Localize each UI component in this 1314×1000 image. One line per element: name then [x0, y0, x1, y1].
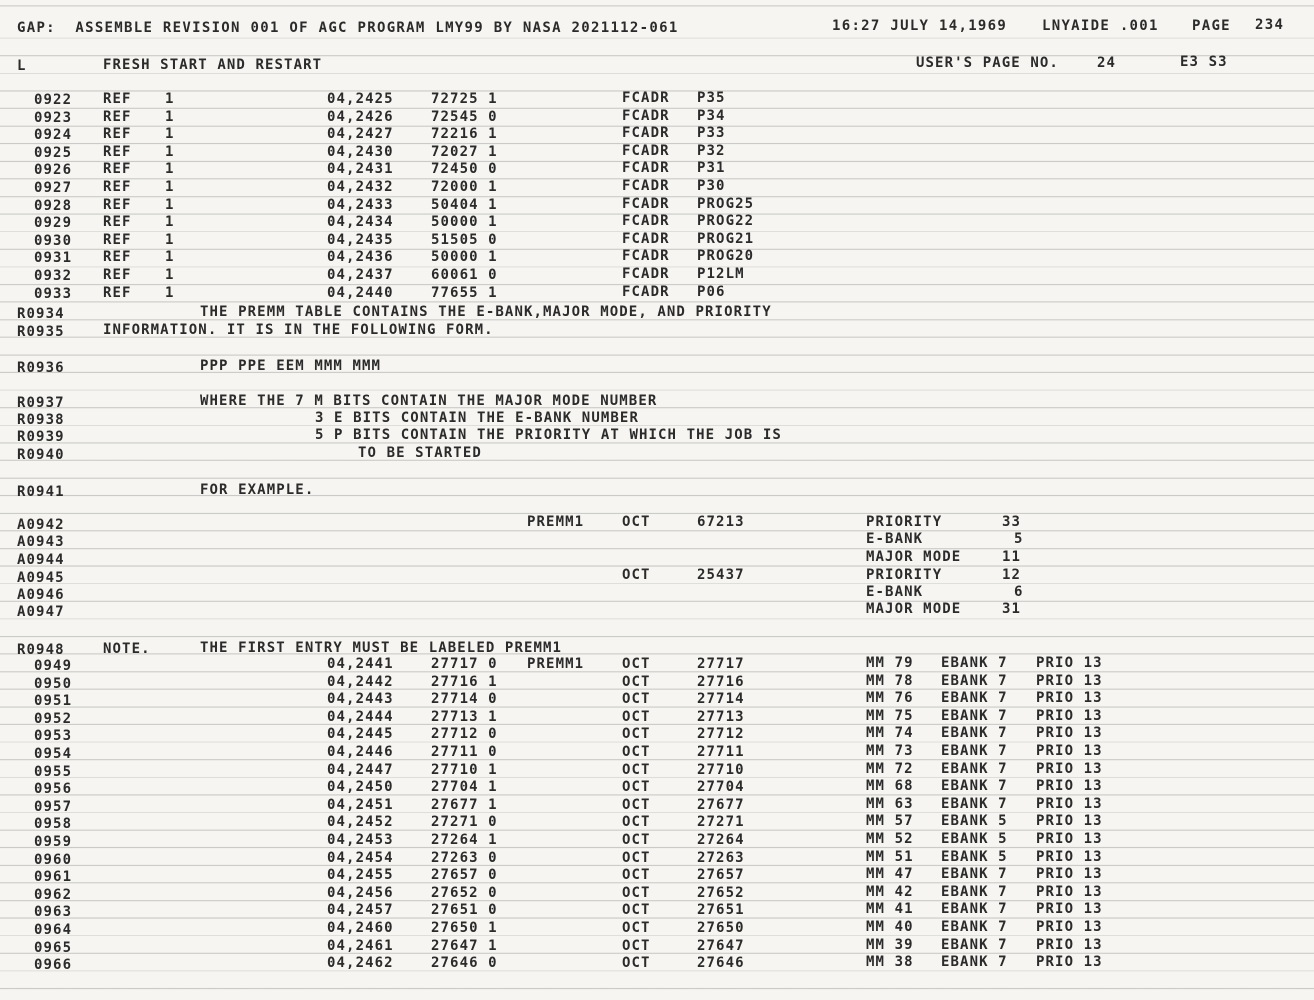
oct-major-mode: MM 42 — [866, 883, 914, 900]
example-line-number: A0942 — [17, 517, 65, 533]
comment-line-number: R0940 — [17, 447, 65, 463]
oct-value: 27647 — [697, 937, 745, 954]
oct-octal: 27711 0 — [431, 744, 498, 760]
comment-text: FOR EXAMPLE. — [200, 482, 315, 498]
ref-octal: 72450 0 — [431, 161, 498, 178]
ref-count: 1 — [165, 196, 175, 213]
oct-octal: 27263 0 — [431, 849, 498, 866]
ref-line-number: 0929 — [34, 215, 73, 232]
ref-octal: 72545 0 — [431, 108, 498, 125]
ref-target: P35 — [697, 90, 726, 106]
oct-op: OCT — [622, 920, 651, 936]
oct-major-mode: MM 41 — [866, 901, 914, 918]
oct-value: 27657 — [697, 867, 745, 884]
oct-address: 04,2460 — [327, 920, 394, 936]
oct-octal: 27646 0 — [431, 955, 498, 972]
ref-op: REF — [103, 91, 132, 107]
oct-line-number: 0954 — [34, 746, 73, 762]
oct-line-number: 0958 — [34, 816, 73, 833]
oct-major-mode: MM 51 — [866, 848, 914, 865]
comment-line-number: R0935 — [17, 324, 65, 340]
ref-octal: 51505 0 — [431, 231, 498, 248]
oct-ebank: EBANK 7 — [941, 866, 1008, 883]
ref-kind: FCADR — [622, 283, 670, 300]
ref-line-number: 0922 — [34, 92, 73, 108]
ref-target: P32 — [697, 142, 726, 159]
oct-op: OCT — [622, 955, 651, 972]
ref-address: 04,2435 — [327, 231, 394, 248]
oct-major-mode: MM 52 — [866, 831, 914, 847]
ref-address: 04,2431 — [327, 161, 394, 178]
oct-octal: 27651 0 — [431, 902, 498, 919]
ref-line-number: 0926 — [34, 162, 73, 179]
listing-timestamp: 16:27 JULY 14,1969 — [832, 18, 1008, 34]
oct-ebank: EBANK 7 — [941, 743, 1008, 759]
ref-line-number: 0927 — [34, 180, 73, 196]
oct-address: 04,2443 — [327, 691, 394, 708]
oct-op: OCT — [622, 761, 651, 778]
page-label: PAGE — [1192, 18, 1231, 34]
oct-op: OCT — [622, 849, 651, 866]
oct-priority: PRIO 13 — [1036, 672, 1103, 689]
ref-kind: FCADR — [622, 90, 670, 106]
ref-target: P33 — [697, 125, 726, 142]
oct-priority: PRIO 13 — [1036, 655, 1103, 671]
oct-ebank: EBANK 7 — [941, 901, 1008, 918]
oct-op: OCT — [622, 796, 651, 813]
ref-target: PROG20 — [697, 248, 755, 265]
oct-value: 27704 — [697, 779, 745, 796]
example-value: 25437 — [697, 567, 745, 583]
oct-op: OCT — [622, 708, 651, 725]
oct-value: 27713 — [697, 708, 745, 725]
example-value: 67213 — [697, 514, 745, 530]
ref-octal: 77655 1 — [431, 284, 498, 301]
example-line-number: A0943 — [17, 534, 65, 550]
oct-address: 04,2445 — [327, 726, 394, 743]
oct-line-number: 0962 — [34, 886, 73, 903]
example-field: PRIORITY — [866, 514, 943, 530]
ref-target: P30 — [697, 178, 726, 194]
oct-major-mode: MM 40 — [866, 919, 914, 935]
oct-ebank: EBANK 7 — [941, 883, 1008, 900]
ref-kind: FCADR — [622, 248, 670, 265]
ref-count: 1 — [165, 91, 175, 107]
ref-line-number: 0924 — [34, 127, 73, 144]
oct-address: 04,2450 — [327, 779, 394, 796]
oct-address: 04,2444 — [327, 708, 394, 725]
oct-address: 04,2451 — [327, 796, 394, 813]
oct-priority: PRIO 13 — [1036, 707, 1103, 724]
ref-address: 04,2434 — [327, 214, 394, 231]
comment-line-number: R0941 — [17, 484, 65, 500]
oct-octal: 27657 0 — [431, 867, 498, 884]
section-title: FRESH START AND RESTART — [103, 57, 323, 73]
oct-op: OCT — [622, 832, 651, 848]
oct-line-number: 0965 — [34, 939, 73, 956]
comment-text: TO BE STARTED — [358, 445, 482, 461]
oct-value: 27714 — [697, 691, 745, 708]
ref-line-number: 0923 — [34, 109, 73, 126]
oct-line-number: 0959 — [34, 834, 73, 850]
ref-kind: FCADR — [622, 266, 670, 282]
oct-op: OCT — [622, 884, 651, 901]
ref-op: REF — [103, 179, 132, 195]
oct-op: OCT — [622, 814, 651, 831]
ref-target: P12LM — [697, 266, 745, 282]
ref-count: 1 — [165, 143, 175, 160]
oct-ebank: EBANK 7 — [941, 795, 1008, 812]
oct-ebank: EBANK 7 — [941, 936, 1008, 953]
oct-priority: PRIO 13 — [1036, 883, 1103, 900]
ref-line-number: 0931 — [34, 250, 73, 267]
oct-priority: PRIO 13 — [1036, 936, 1103, 953]
ref-kind: FCADR — [622, 195, 670, 212]
example-field-value: 33 — [1002, 514, 1022, 530]
ref-address: 04,2427 — [327, 126, 394, 143]
ref-address: 04,2437 — [327, 267, 394, 283]
oct-op: OCT — [622, 779, 651, 796]
ref-octal: 72000 1 — [431, 179, 498, 195]
oct-major-mode: MM 76 — [866, 690, 914, 707]
listing-user: LNYAIDE .001 — [1042, 18, 1159, 34]
listing-type-code: L — [17, 58, 27, 74]
oct-ebank: EBANK 7 — [941, 760, 1008, 777]
oct-major-mode: MM 72 — [866, 760, 914, 777]
listing-title: GAP: ASSEMBLE REVISION 001 OF AGC PROGRAM LMY99 BY NASA 2021112-061 — [17, 20, 679, 36]
oct-address: 04,2441 — [327, 656, 394, 672]
oct-line-number: 0961 — [34, 869, 73, 886]
ref-line-number: 0928 — [34, 197, 73, 214]
oct-op: OCT — [622, 867, 651, 884]
oct-op: OCT — [622, 673, 651, 690]
ref-count: 1 — [165, 214, 175, 231]
ref-count: 1 — [165, 179, 175, 195]
oct-priority: PRIO 13 — [1036, 848, 1103, 865]
oct-value: 27717 — [697, 656, 745, 672]
oct-octal: 27647 1 — [431, 937, 498, 954]
oct-value: 27716 — [697, 673, 745, 690]
oct-line-number: 0949 — [34, 658, 73, 674]
ref-count: 1 — [165, 126, 175, 143]
oct-priority: PRIO 13 — [1036, 795, 1103, 812]
oct-octal: 27650 1 — [431, 920, 498, 936]
oct-octal: 27710 1 — [431, 761, 498, 778]
ref-kind: FCADR — [622, 125, 670, 142]
example-field-value: 31 — [1002, 601, 1022, 617]
comment-line-number: R0934 — [17, 306, 65, 322]
example-op: OCT — [622, 514, 651, 530]
ref-op: REF — [103, 231, 132, 248]
oct-octal: 27714 0 — [431, 691, 498, 708]
oct-ebank: EBANK 7 — [941, 954, 1008, 971]
note-line-number: R0948 — [17, 642, 65, 658]
example-field: E-BANK — [866, 531, 924, 547]
ref-kind: FCADR — [622, 107, 670, 124]
oct-line-number: 0966 — [34, 957, 73, 974]
note-label: NOTE. — [103, 641, 151, 657]
oct-major-mode: MM 68 — [866, 778, 914, 795]
example-label: PREMM1 — [527, 514, 585, 530]
ref-address: 04,2425 — [327, 91, 394, 107]
oct-priority: PRIO 13 — [1036, 954, 1103, 971]
oct-value: 27264 — [697, 832, 745, 848]
example-field: MAJOR MODE — [866, 549, 962, 565]
oct-address: 04,2453 — [327, 832, 394, 848]
ref-op: REF — [103, 249, 132, 266]
comment-text: THE PREMM TABLE CONTAINS THE E-BANK,MAJOR MODE, AND PRIORITY — [200, 304, 772, 320]
ref-octal: 72725 1 — [431, 91, 498, 107]
oct-op: OCT — [622, 902, 651, 919]
example-field-value: 11 — [1002, 549, 1022, 565]
user-page-label: USER'S PAGE NO. — [916, 55, 1059, 71]
example-field-value: 6 — [1014, 584, 1024, 600]
ref-address: 04,2432 — [327, 179, 394, 195]
section-code: E3 S3 — [1180, 54, 1228, 70]
comment-line-number: R0939 — [17, 429, 65, 445]
example-field: PRIORITY — [866, 567, 943, 583]
ref-kind: FCADR — [622, 213, 670, 230]
oct-octal: 27652 0 — [431, 884, 498, 901]
example-field-value: 5 — [1014, 531, 1024, 547]
oct-major-mode: MM 57 — [866, 813, 914, 830]
oct-priority: PRIO 13 — [1036, 690, 1103, 707]
ref-op: REF — [103, 161, 132, 178]
oct-line-number: 0950 — [34, 675, 73, 692]
example-line-number: A0945 — [17, 570, 65, 586]
example-line-number: A0947 — [17, 604, 65, 620]
oct-op: OCT — [622, 744, 651, 760]
ref-target: P31 — [697, 160, 726, 177]
oct-line-number: 0964 — [34, 922, 73, 938]
oct-line-number: 0957 — [34, 798, 73, 815]
ref-line-number: 0930 — [34, 232, 73, 249]
ref-octal: 72027 1 — [431, 143, 498, 160]
oct-address: 04,2442 — [327, 673, 394, 690]
example-field-value: 12 — [1002, 567, 1022, 583]
ref-target: P34 — [697, 107, 726, 124]
comment-text: WHERE THE 7 M BITS CONTAIN THE MAJOR MODE NUMBER — [200, 393, 658, 409]
ref-octal: 50404 1 — [431, 196, 498, 213]
oct-ebank: EBANK 7 — [941, 919, 1008, 935]
oct-value: 27711 — [697, 744, 745, 760]
ref-kind: FCADR — [622, 142, 670, 159]
ref-octal: 72216 1 — [431, 126, 498, 143]
oct-ebank: EBANK 7 — [941, 655, 1008, 671]
oct-octal: 27713 1 — [431, 708, 498, 725]
oct-address: 04,2456 — [327, 884, 394, 901]
comment-text: INFORMATION. IT IS IN THE FOLLOWING FORM. — [103, 322, 494, 338]
oct-value: 27651 — [697, 902, 745, 919]
comment-line-number: R0936 — [17, 360, 65, 376]
oct-priority: PRIO 13 — [1036, 919, 1103, 935]
comment-line-number: R0937 — [17, 395, 65, 411]
oct-priority: PRIO 13 — [1036, 760, 1103, 777]
ref-line-number: 0925 — [34, 144, 73, 161]
example-op: OCT — [622, 567, 651, 583]
oct-address: 04,2447 — [327, 761, 394, 778]
oct-major-mode: MM 38 — [866, 954, 914, 971]
oct-major-mode: MM 63 — [866, 795, 914, 812]
oct-octal: 27264 1 — [431, 832, 498, 848]
oct-octal: 27677 1 — [431, 796, 498, 813]
page-number: 234 — [1255, 17, 1285, 33]
oct-major-mode: MM 39 — [866, 936, 914, 953]
oct-major-mode: MM 73 — [866, 743, 914, 759]
ref-count: 1 — [165, 108, 175, 125]
ref-count: 1 — [165, 231, 175, 248]
oct-octal: 27704 1 — [431, 779, 498, 796]
oct-value: 27652 — [697, 884, 745, 901]
comment-text: 3 E BITS CONTAIN THE E-BANK NUMBER — [315, 410, 639, 426]
ref-op: REF — [103, 284, 132, 301]
oct-op: OCT — [622, 691, 651, 708]
example-field: MAJOR MODE — [866, 601, 962, 617]
oct-address: 04,2462 — [327, 955, 394, 972]
oct-major-mode: MM 75 — [866, 707, 914, 724]
ref-op: REF — [103, 143, 132, 160]
oct-major-mode: MM 47 — [866, 866, 914, 883]
example-line-number: A0946 — [17, 587, 65, 603]
oct-op: OCT — [622, 726, 651, 743]
user-page-number: 24 — [1097, 55, 1117, 71]
oct-priority: PRIO 13 — [1036, 778, 1103, 795]
ref-count: 1 — [165, 267, 175, 283]
oct-line-number: 0963 — [34, 904, 73, 921]
oct-ebank: EBANK 5 — [941, 831, 1008, 847]
oct-ebank: EBANK 7 — [941, 725, 1008, 742]
oct-value: 27271 — [697, 814, 745, 831]
ref-line-number: 0932 — [34, 268, 73, 284]
oct-ebank: EBANK 5 — [941, 848, 1008, 865]
oct-ebank: EBANK 7 — [941, 778, 1008, 795]
ref-op: REF — [103, 267, 132, 283]
ref-octal: 60061 0 — [431, 267, 498, 283]
oct-major-mode: MM 78 — [866, 672, 914, 689]
oct-line-number: 0955 — [34, 763, 73, 780]
comment-text: 5 P BITS CONTAIN THE PRIORITY AT WHICH THE JOB IS — [315, 427, 782, 443]
ref-op: REF — [103, 196, 132, 213]
ref-kind: FCADR — [622, 230, 670, 247]
ref-target: PROG25 — [697, 195, 755, 212]
oct-priority: PRIO 13 — [1036, 813, 1103, 830]
oct-address: 04,2454 — [327, 849, 394, 866]
example-line-number: A0944 — [17, 552, 65, 568]
oct-octal: 27716 1 — [431, 673, 498, 690]
oct-address: 04,2452 — [327, 814, 394, 831]
oct-line-number: 0952 — [34, 710, 73, 727]
oct-ebank: EBANK 5 — [941, 813, 1008, 830]
oct-address: 04,2457 — [327, 902, 394, 919]
ref-count: 1 — [165, 249, 175, 266]
ref-address: 04,2433 — [327, 196, 394, 213]
ref-op: REF — [103, 214, 132, 231]
ref-address: 04,2426 — [327, 108, 394, 125]
oct-value: 27677 — [697, 796, 745, 813]
ref-octal: 50000 1 — [431, 249, 498, 266]
oct-priority: PRIO 13 — [1036, 901, 1103, 918]
oct-ebank: EBANK 7 — [941, 672, 1008, 689]
oct-ebank: EBANK 7 — [941, 690, 1008, 707]
oct-line-number: 0960 — [34, 851, 73, 868]
ref-op: REF — [103, 108, 132, 125]
oct-octal: 27271 0 — [431, 814, 498, 831]
oct-major-mode: MM 79 — [866, 655, 914, 671]
oct-major-mode: MM 74 — [866, 725, 914, 742]
ref-address: 04,2430 — [327, 143, 394, 160]
ref-op: REF — [103, 126, 132, 143]
oct-line-number: 0956 — [34, 781, 73, 798]
ref-kind: FCADR — [622, 160, 670, 177]
oct-octal: 27717 0 — [431, 656, 498, 672]
oct-value: 27712 — [697, 726, 745, 743]
oct-value: 27710 — [697, 761, 745, 778]
ref-count: 1 — [165, 161, 175, 178]
ref-address: 04,2436 — [327, 249, 394, 266]
ref-target: PROG22 — [697, 213, 755, 230]
ref-target: PROG21 — [697, 230, 755, 247]
oct-value: 27650 — [697, 920, 745, 936]
oct-value: 27263 — [697, 849, 745, 866]
oct-address: 04,2446 — [327, 744, 394, 760]
oct-line-number: 0951 — [34, 693, 73, 710]
oct-op: OCT — [622, 656, 651, 672]
oct-line-number: 0953 — [34, 728, 73, 745]
oct-priority: PRIO 13 — [1036, 866, 1103, 883]
oct-label: PREMM1 — [527, 656, 585, 672]
comment-text: PPP PPE EEM MMM MMM — [200, 358, 382, 374]
ref-count: 1 — [165, 284, 175, 301]
oct-priority: PRIO 13 — [1036, 831, 1103, 847]
ref-address: 04,2440 — [327, 284, 394, 301]
ref-line-number: 0933 — [34, 285, 73, 302]
oct-value: 27646 — [697, 955, 745, 972]
note-text: THE FIRST ENTRY MUST BE LABELED PREMM1 — [200, 640, 563, 656]
ref-target: P06 — [697, 283, 726, 300]
ref-kind: FCADR — [622, 178, 670, 194]
oct-ebank: EBANK 7 — [941, 707, 1008, 724]
oct-op: OCT — [622, 937, 651, 954]
example-field: E-BANK — [866, 584, 924, 600]
oct-priority: PRIO 13 — [1036, 743, 1103, 759]
ref-octal: 50000 1 — [431, 214, 498, 231]
oct-address: 04,2455 — [327, 867, 394, 884]
oct-address: 04,2461 — [327, 937, 394, 954]
oct-priority: PRIO 13 — [1036, 725, 1103, 742]
oct-octal: 27712 0 — [431, 726, 498, 743]
comment-line-number: R0938 — [17, 412, 65, 428]
